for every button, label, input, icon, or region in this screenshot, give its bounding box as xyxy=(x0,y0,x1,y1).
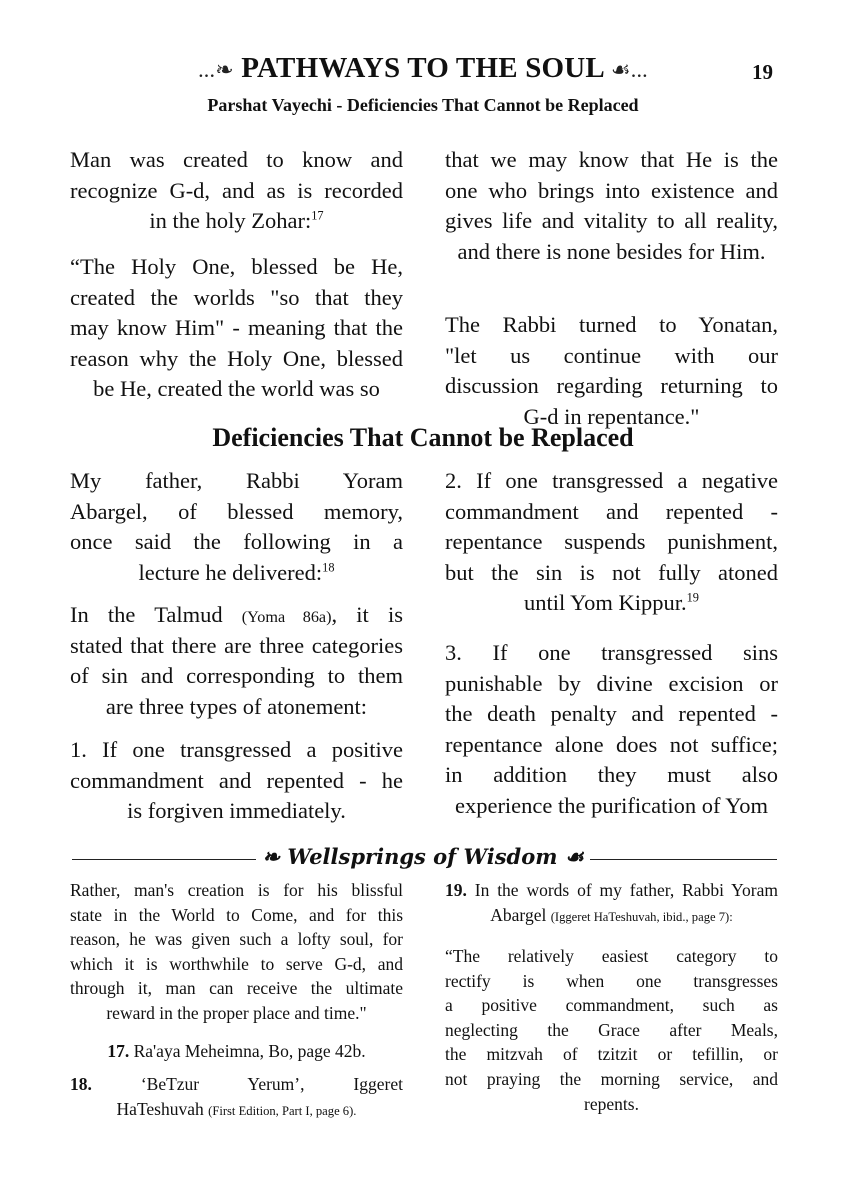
text-line: Abargel, of blessed memory, xyxy=(70,498,403,524)
text-segment: , it is xyxy=(331,602,403,627)
paragraph xyxy=(70,145,403,237)
text-segment: HaTeshuvah xyxy=(116,1098,209,1119)
text-line: created the worlds "so that they xyxy=(70,284,403,310)
text-line: Rather, man's creation is for his blissful xyxy=(70,880,403,900)
text-line: discussion regarding returning to xyxy=(445,373,778,399)
text-segment: In the words of my father, Rabbi Yoram xyxy=(474,880,778,900)
text-line xyxy=(70,206,403,237)
text-line: punishable by divine excision or xyxy=(445,670,778,696)
footnote-divider-label xyxy=(0,844,846,869)
chapter-subtitle: Parshat Vayechi - Deficiencies That Cannot be Replaced xyxy=(207,95,639,115)
text-line xyxy=(445,878,778,903)
ornament-right-icon: ☙... xyxy=(610,57,648,82)
text-line: but the sin is not fully atoned xyxy=(445,559,778,585)
text-segment: Ra'aya Meheimna, Bo, page 42b. xyxy=(133,1041,366,1061)
text-segment: until Yom Kippur. xyxy=(524,590,687,616)
text-segment: in the holy Zohar: xyxy=(149,208,312,234)
footnote-number: 18. xyxy=(70,1074,141,1094)
text-line: is forgiven immediately. xyxy=(127,798,346,824)
text-line: “The relatively easiest category to xyxy=(445,946,778,966)
text-line: that we may know that He is the xyxy=(445,147,778,172)
text-line: Man was created to know and xyxy=(70,147,403,172)
text-line xyxy=(70,558,403,589)
text-segment: (Yoma 86a) xyxy=(241,608,332,626)
text-line: through it, man can receive the ultimate xyxy=(70,978,403,999)
paragraph xyxy=(70,600,403,722)
text-line: which it is worthwhile to serve G-d, and xyxy=(70,953,403,974)
text-line: once said the following in a xyxy=(70,529,403,555)
text-line: 2. If one transgressed a negative xyxy=(445,468,778,493)
text-line: of sin and corresponding to them xyxy=(70,663,403,689)
paragraph xyxy=(70,735,403,827)
text-line: commandment and repented - xyxy=(445,498,778,524)
text-line: the death penalty and repented - xyxy=(445,701,778,727)
text-line: repentance alone does not suffice; xyxy=(445,731,778,757)
text-line xyxy=(70,600,403,631)
text-line: My father, Rabbi Yoram xyxy=(70,468,403,493)
text-line: recognize G-d, and as is recorded xyxy=(70,177,403,203)
text-line: “The Holy One, blessed be He, xyxy=(70,254,403,279)
text-line: commandment and repented - he xyxy=(70,767,403,793)
text-line: one who brings into existence and xyxy=(445,177,778,203)
text-line: 1. If one transgressed a positive xyxy=(70,737,403,762)
text-line: stated that there are three categories xyxy=(70,632,403,658)
text-line: neglecting the Grace after Meals, xyxy=(445,1019,778,1040)
running-title xyxy=(0,52,846,85)
text-line xyxy=(445,903,778,928)
footnote xyxy=(70,878,403,1026)
ornament-icon: ❧ xyxy=(262,844,288,869)
ornament-left-icon: ...❧ xyxy=(198,57,234,82)
footnote-reference: 17 xyxy=(311,208,324,223)
footnote-17 xyxy=(70,1039,403,1064)
text-line: and there is none besides for Him. xyxy=(457,238,766,264)
text-line: gives life and vitality to all reality, xyxy=(445,208,778,234)
text-segment: Abargel xyxy=(490,904,551,925)
footnote-19 xyxy=(445,878,778,927)
text-line: not praying the morning service, and xyxy=(445,1068,778,1089)
footnote-reference: 19 xyxy=(686,590,699,605)
footnote-18 xyxy=(70,1072,403,1121)
paragraph xyxy=(70,466,403,588)
text-segment: ‘BeTzur Yerum’, Iggeret xyxy=(140,1074,403,1094)
text-line: in addition they must also xyxy=(445,762,778,788)
text-line: be He, created the world was so xyxy=(93,376,380,402)
text-line: state in the World to Come, and for this xyxy=(70,904,403,925)
ornament-icon: ☙ xyxy=(557,844,584,869)
book-title: PATHWAYS TO THE SOUL xyxy=(241,52,604,84)
text-line: the mitzvah of tzitzit or tefillin, or xyxy=(445,1044,778,1065)
text-line: experience the purification of Yom xyxy=(454,792,769,818)
text-line xyxy=(70,1097,403,1122)
footnote-number: 17. xyxy=(107,1041,134,1061)
text-line: reason, he was given such a lofty soul, for xyxy=(70,929,403,950)
text-line: repentance suspends punishment, xyxy=(445,529,778,555)
paragraph xyxy=(445,638,778,822)
section-heading: Deficiencies That Cannot be Replaced xyxy=(212,423,634,452)
text-segment: (Iggeret HaTeshuvah, ibid., page 7): xyxy=(550,909,733,924)
text-line xyxy=(445,588,778,619)
text-segment: (First Edition, Part I, page 6). xyxy=(208,1103,357,1118)
page-number: 19 xyxy=(752,60,773,84)
text-line: 3. If one transgressed sins xyxy=(445,640,778,665)
paragraph xyxy=(445,145,778,267)
footnote xyxy=(445,944,778,1116)
text-line: are three types of atonement: xyxy=(105,693,368,719)
text-line xyxy=(70,1039,403,1064)
footnote-number: 19. xyxy=(445,880,475,900)
text-line: "let us continue with our xyxy=(445,342,778,368)
paragraph xyxy=(70,252,403,405)
text-line: a positive commandment, such as xyxy=(445,995,778,1016)
text-line: reason why the Holy One, blessed xyxy=(70,345,403,371)
text-line: rectify is when one transgresses xyxy=(445,970,778,991)
footnote-section-title: Wellsprings of Wisdom xyxy=(287,844,558,869)
text-segment: In the Talmud xyxy=(70,602,242,627)
text-segment: lecture he delivered: xyxy=(138,559,323,585)
text-line: may know Him" - meaning that the xyxy=(70,315,403,341)
text-line xyxy=(70,1072,403,1097)
text-line: G-d in repentance." xyxy=(523,403,700,429)
text-line: The Rabbi turned to Yonatan, xyxy=(445,312,778,337)
footnote-reference: 18 xyxy=(322,560,335,575)
text-line: repents. xyxy=(584,1093,639,1114)
text-line: reward in the proper place and time." xyxy=(106,1002,367,1023)
paragraph xyxy=(445,466,778,619)
paragraph xyxy=(445,310,778,432)
